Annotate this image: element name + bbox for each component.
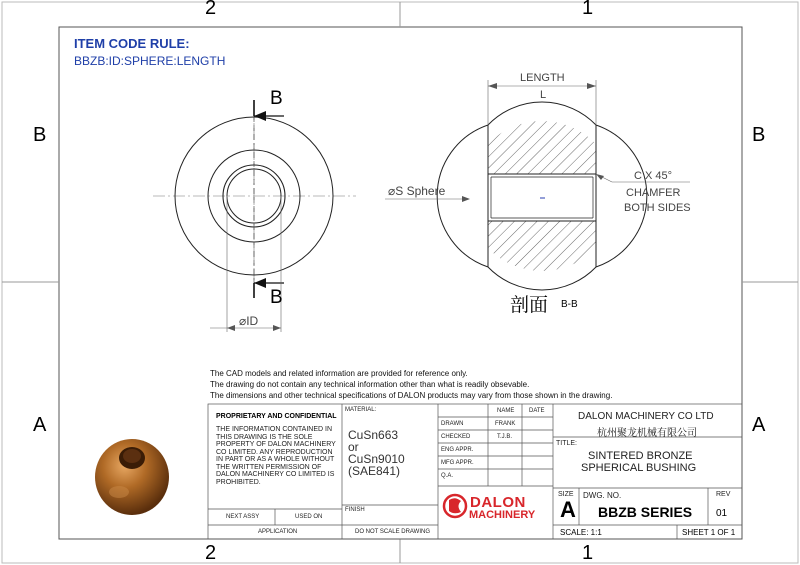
dwg-no-value: BBZB SERIES [598,504,693,520]
row-checked-label: CHECKED [441,434,471,440]
proprietary-title: PROPRIETARY AND CONFIDENTIAL [216,413,337,420]
row-checked-name: T.J.B. [497,434,513,440]
section-mark-top: B [270,88,283,109]
size-label: SIZE [558,491,574,498]
zone-top-right: 1 [582,0,594,19]
title-line2: SPHERICAL BUSHING [581,462,697,474]
material-line-1: CuSn663 [348,428,399,442]
item-code-rule-title: ITEM CODE RULE: [74,36,190,51]
zone-bottom-left: 2 [205,542,217,564]
sheet-text: SHEET 1 OF 1 [682,528,736,537]
note-2: The drawing do not contain any technical information other than what is readily obsevable. [210,380,530,389]
dwg-no-label: DWG. NO. [583,491,622,500]
material-line-3: CuSn9010 [348,452,405,466]
note-3: The dimensions and other technical specifications of DALON products may vary from those shown in the drawing. [210,391,613,400]
length-symbol: L [540,89,547,101]
logo-line1: DALON [470,494,526,511]
row-drawn-label: DRAWN [441,421,464,427]
col-date-header: DATE [529,408,545,414]
zone-right-upper: B [752,124,766,146]
application-label: APPLICATION [258,529,298,535]
chamfer-line1: C X 45° [634,170,673,182]
zone-bottom-right: 1 [582,542,594,564]
sphere-label: ⌀S Sphere [388,184,446,198]
row-qa-label: Q.A. [441,473,454,479]
material-lines [348,429,405,477]
col-name-header: NAME [497,408,515,414]
finish-label: FINISH [345,507,365,513]
row-drawn-name: FRANK [495,421,516,427]
material-line-4: (SAE841) [348,464,401,478]
scale-text: SCALE: 1:1 [560,528,602,537]
size-value: A [560,497,576,522]
zone-left-upper: B [33,124,47,146]
id-dimension-label: ⌀ID [239,314,259,328]
title-label: TITLE: [556,440,578,447]
logo-line2: MACHINERY [469,509,536,521]
row-mfg-appr-label: MFG APPR. [441,460,474,466]
title-line1: SINTERED BRONZE [588,450,693,462]
next-assy-label: NEXT ASSY [226,514,260,520]
zone-left-lower: A [33,414,47,436]
section-id: B-B [561,299,578,310]
chamfer-line3: BOTH SIDES [624,202,691,214]
dalon-logo-mark [444,495,466,517]
proprietary-text: THE INFORMATION CONTAINED IN THIS DRAWING IS THE SOLE PROPERTY OF DALON MACHINERY CO LIMITED. ANY REPRODUCTION IN PART OR AS A WHOLE WITHOUT THE WRITTEN PERMISSION OF DALON MACHINERY CO LIMITED IS PROHIBITED. [216,426,336,486]
material-label: MATERIAL: [345,407,377,413]
zone-right-lower: A [752,414,766,436]
used-on-label: USED ON [295,514,323,520]
front-view [153,100,356,332]
zone-top-left: 2 [205,0,217,19]
length-label: LENGTH [520,72,565,84]
bushing-photo [95,439,169,515]
row-eng-appr-label: ENG APPR. [441,447,474,453]
rev-label: REV [716,491,731,498]
section-mark-bottom: B [270,287,283,308]
item-code-rule-text: BBZB:ID:SPHERE:LENGTH [74,54,226,68]
material-line-2: or [348,440,359,454]
company-name-en: DALON MACHINERY CO LTD [578,411,714,422]
company-name-cn: 杭州聚龙机械有限公司 [597,428,697,439]
section-caption: 剖面 [510,295,549,316]
do-not-scale-label: DO NOT SCALE DRAWING [355,529,431,535]
note-1: The CAD models and related information are provided for reference only. [210,369,468,378]
rev-value: 01 [716,508,728,519]
chamfer-line2: CHAMFER [626,187,681,199]
